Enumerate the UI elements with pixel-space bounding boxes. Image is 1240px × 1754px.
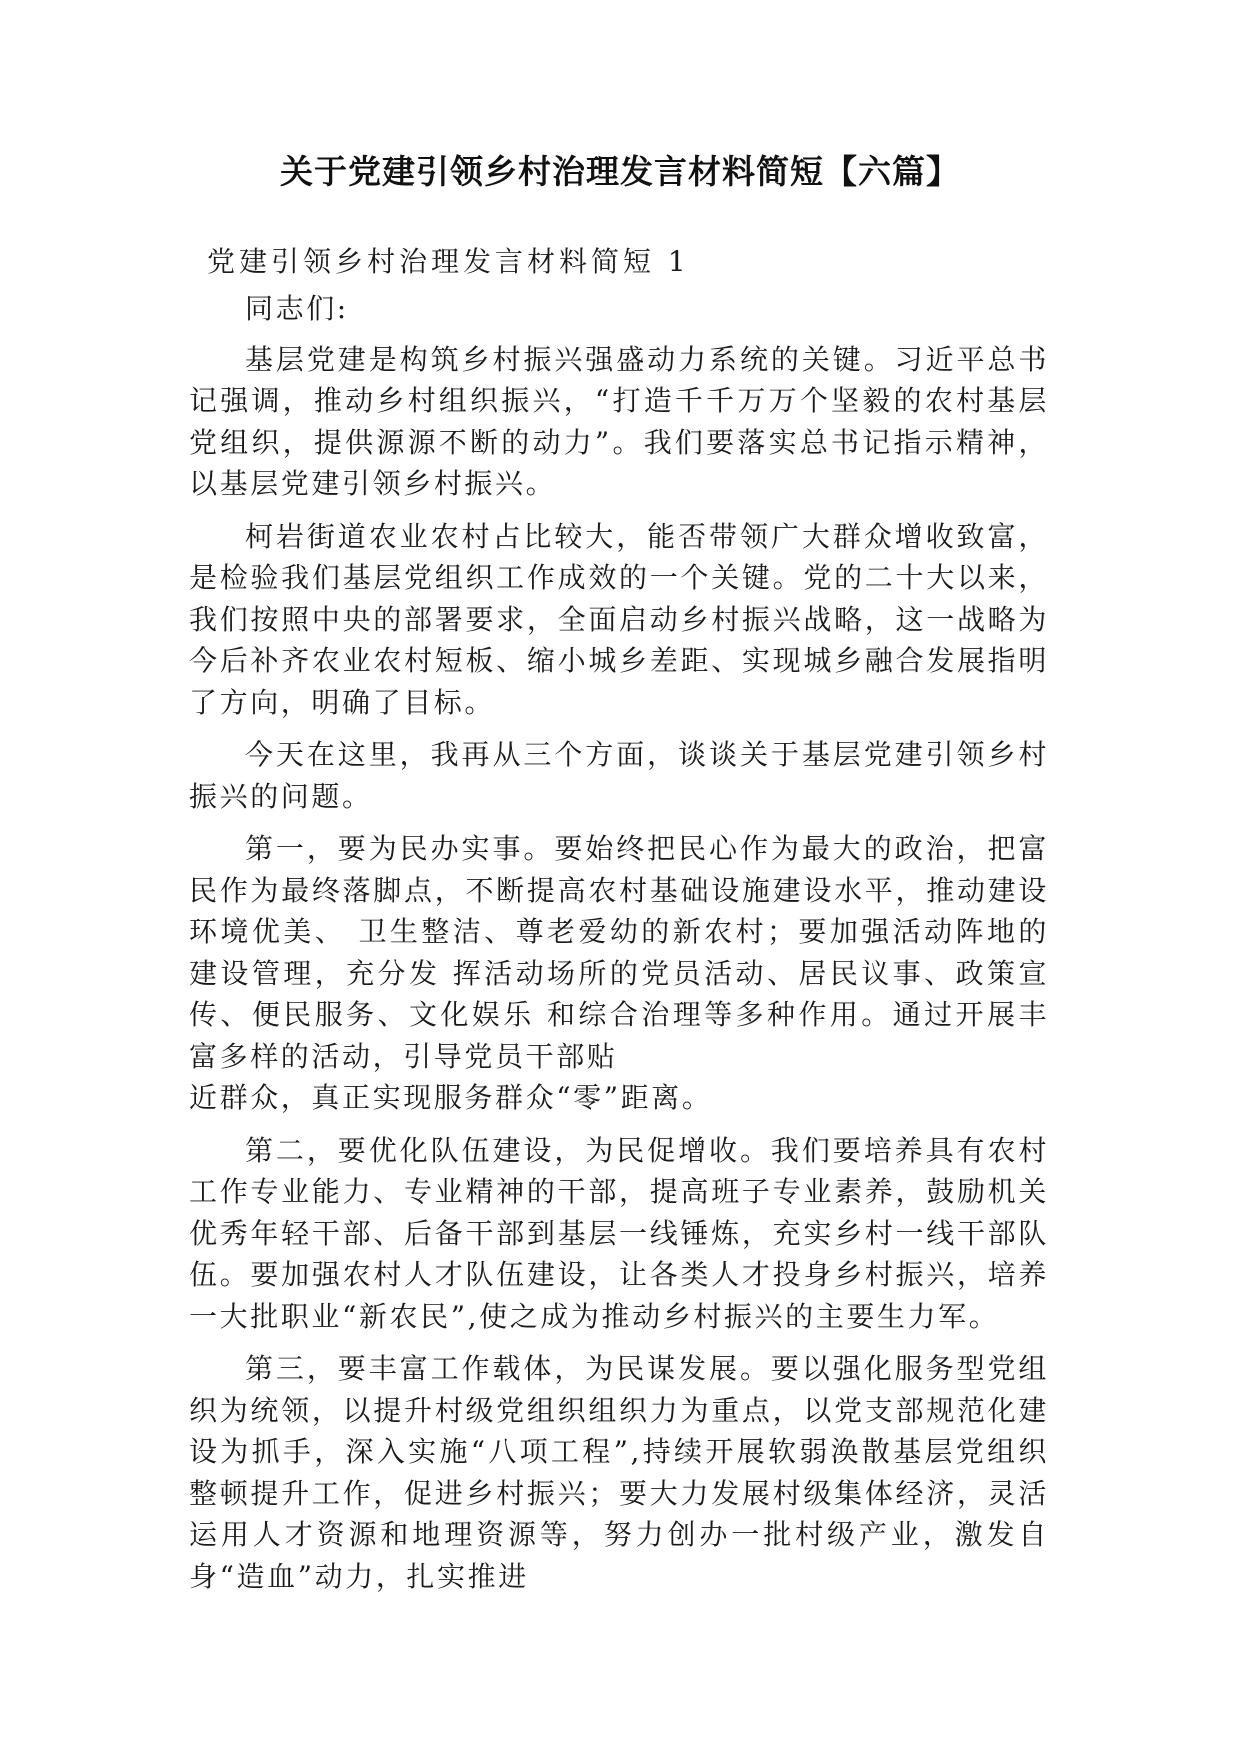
- greeting-line: 同志们:: [245, 292, 349, 325]
- paragraph: 第三，要丰富工作载体，为民谋发展。要以强化服务型党组织为统领，以提升村级党组织组织力为重点，以党支部规范化建设为抓手，深入实施“八项工程”,持续开展软弱涣散基层党组织整顿提升工作，促进乡村振兴；要大力发展村级集体经济，灵活运用人才资源和地理资源等，努力创办一批村级产业，激发自身“造血”动力，扎实推进: [189, 1352, 1049, 1593]
- paragraph: 第一，要为民办实事。要始终把民心作为最大的政治，把富民作为最终落脚点，不断提高农村基础设施建设水平，推动建设环境优美、 卫生整洁、尊老爱幼的新农村；要加强活动阵地的建设管理，充分发 挥活动场所的党员活动、居民议事、政策宣传、便民服务、文化娱乐 和综合治理等多种作用。通过开展丰富多样的活动，引导党员干部贴: [189, 832, 1049, 1073]
- paragraph: 第二，要优化队伍建设，为民促增收。我们要培养具有农村工作专业能力、专业精神的干部，提高班子专业素养，鼓励机关优秀年轻干部、后备干部到基层一线锤炼，充实乡村一线干部队伍。要加强农村人才队伍建设，让各类人才投身乡村振兴，培养一大批职业“新农民”,使之成为推动乡村振兴的主要生力军。: [189, 1133, 1049, 1333]
- paragraph-continuation: 近群众，真正实现服务群众“零”距离。: [189, 1081, 713, 1114]
- section-heading: 党建引领乡村治理发言材料简短 1: [207, 245, 690, 278]
- document-body: [189, 288, 1049, 1608]
- paragraph: 今天在这里，我再从三个方面，谈谈关于基层党建引领乡村振兴的问题。: [189, 738, 1049, 813]
- document-title: 关于党建引领乡村治理发言材料简短【六篇】: [280, 152, 960, 191]
- paragraph: 基层党建是构筑乡村振兴强盛动力系统的关键。习近平总书记强调，推动乡村组织振兴，“打造千千万万个坚毅的农村基层党组织，提供源源不断的动力”。我们要落实总书记指示精神，以基层党建引领乡村振兴。: [189, 342, 1049, 500]
- paragraph: 柯岩街道农业农村占比较大，能否带领广大群众增收致富，是检验我们基层党组织工作成效的一个关键。党的二十大以来，我们按照中央的部署要求，全面启动乡村振兴战略，这一战略为今后补齐农业农村短板、缩小城乡差距、实现城乡融合发展指明了方向，明确了目标。: [189, 519, 1049, 719]
